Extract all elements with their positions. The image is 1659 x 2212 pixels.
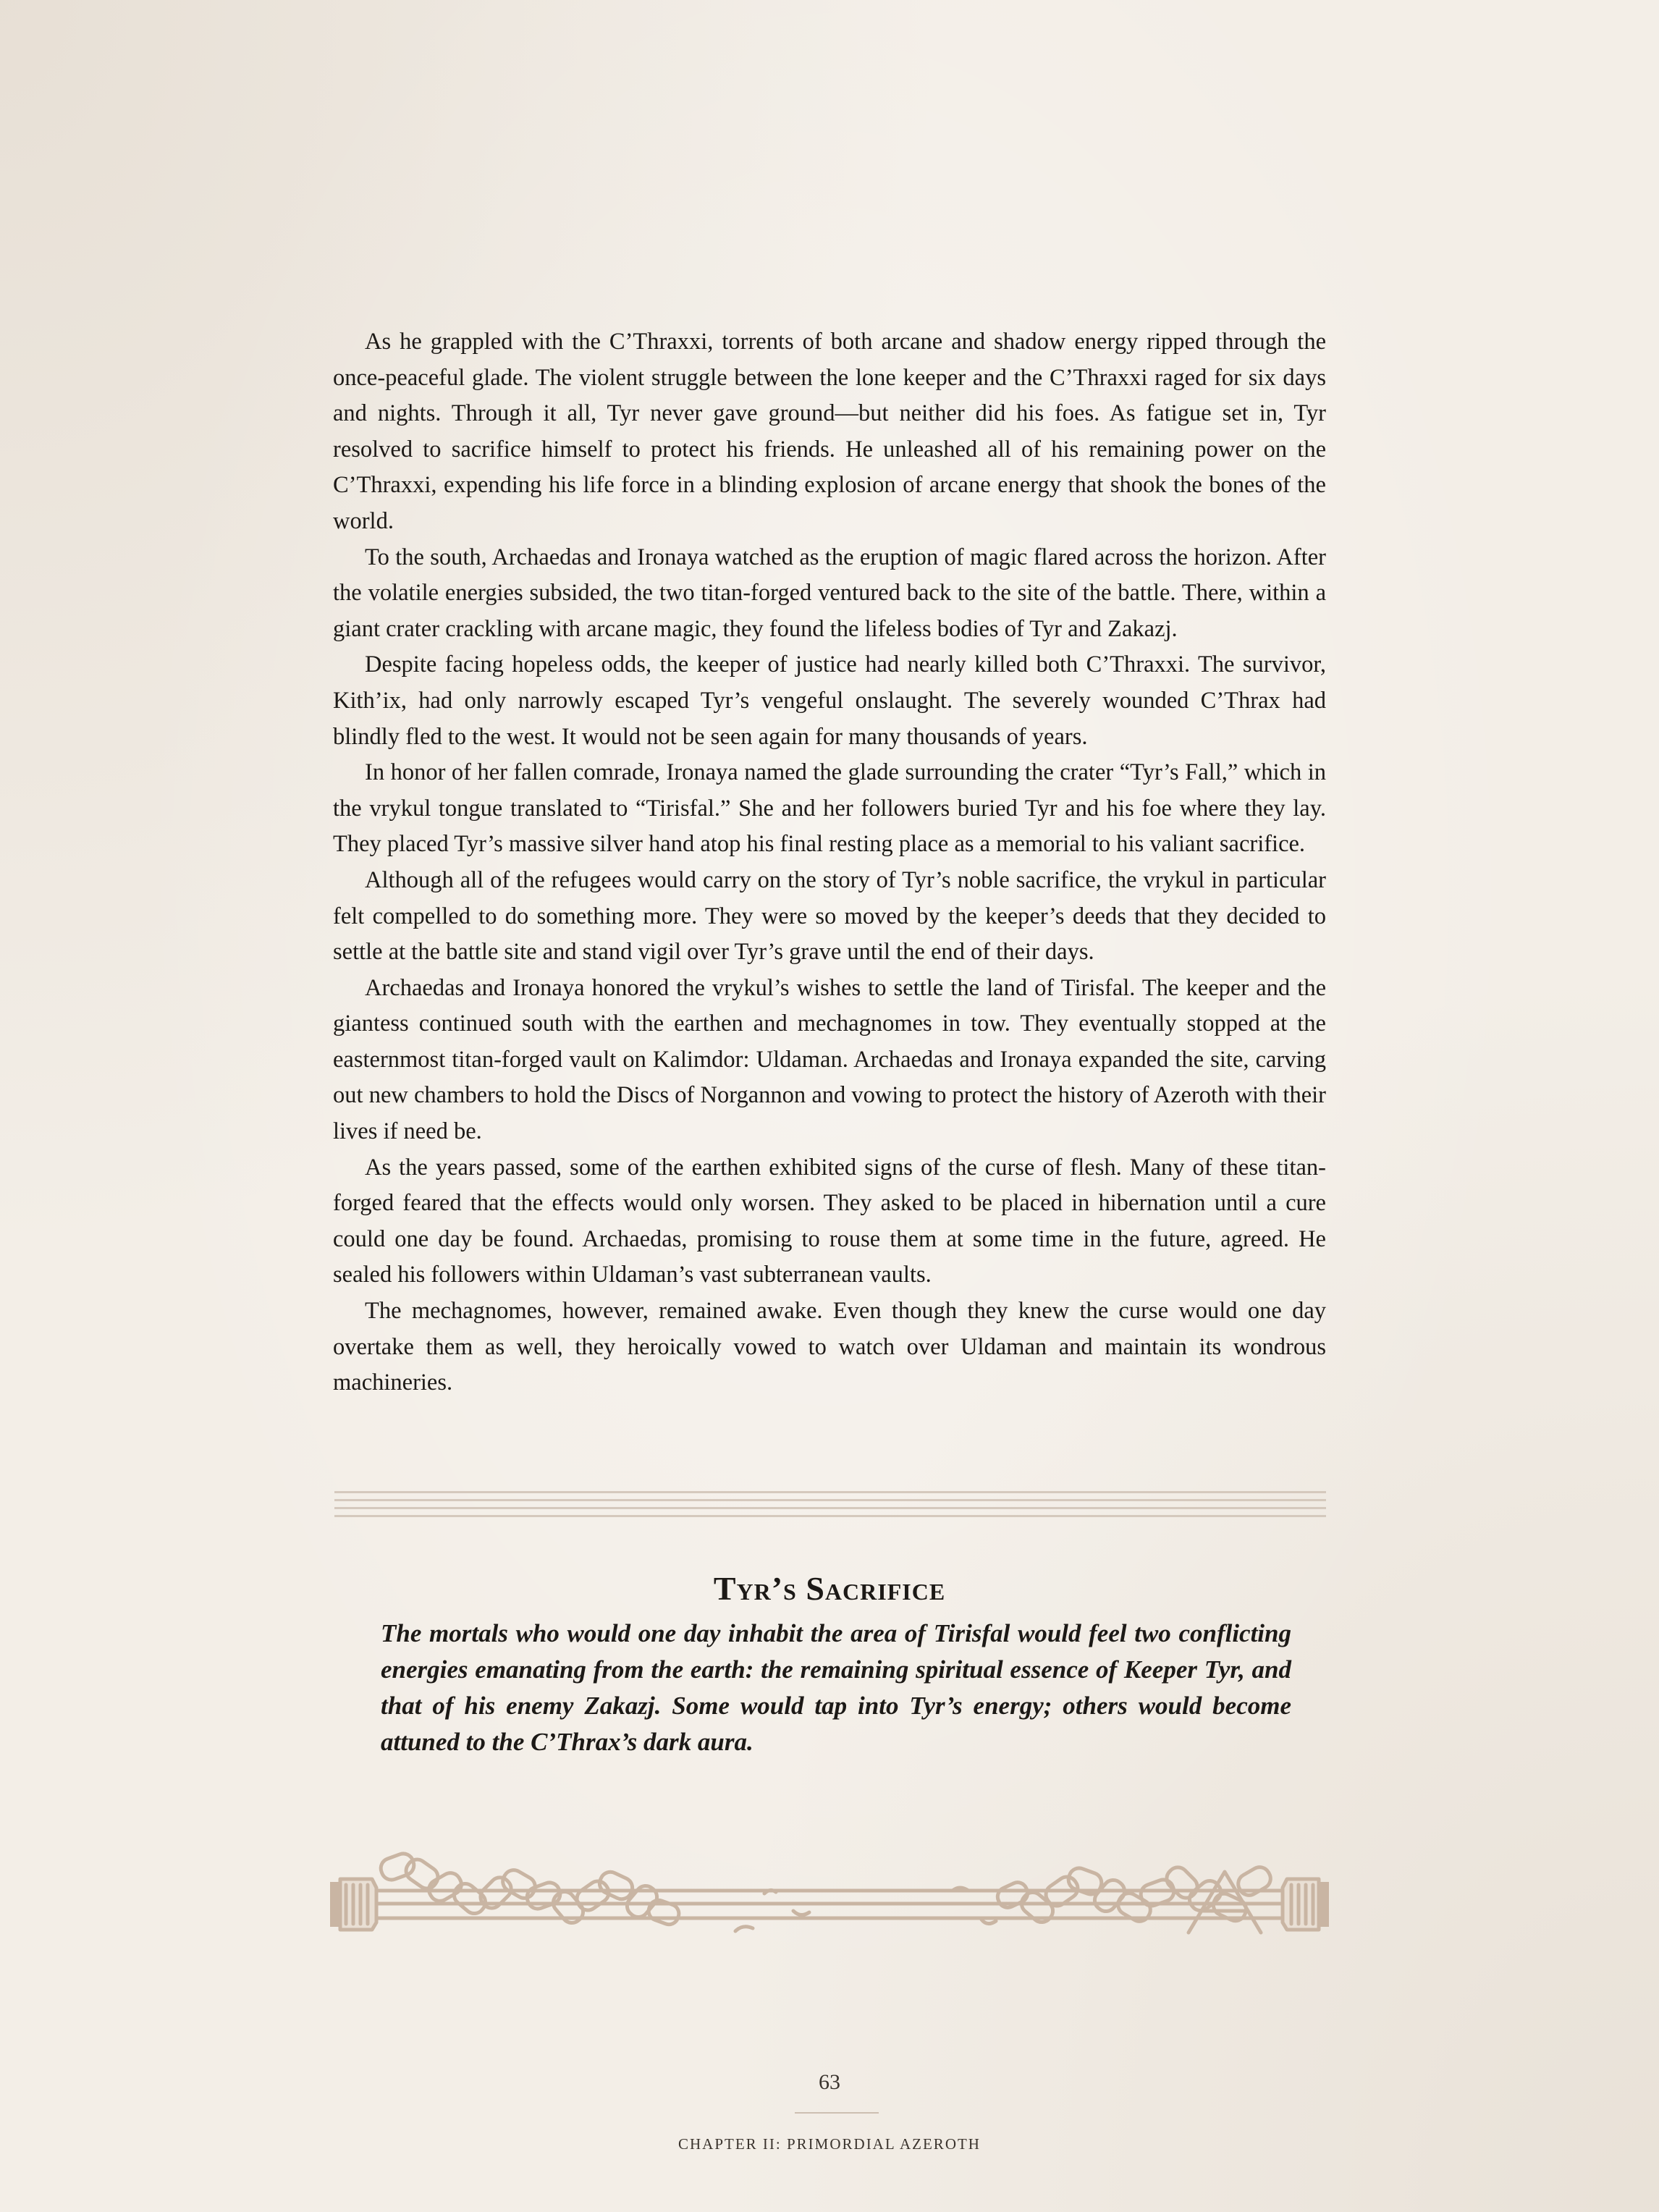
paragraph: Archaedas and Ironaya honored the vrykul’s wishes to settle the land of Tirisfal. The keeper and the giantess continued south with the earthen and mechagnomes in tow. They eventually stopped at the easternmost titan-forged vault on Kalimdor: Uldaman. Archaedas and Ironaya expanded the site, carving out new chambers to hold the Discs of Norgannon and vowing to protect the history of Azeroth with their lives if need be. xyxy=(333,974,1326,1145)
page-number: 63 xyxy=(819,2070,840,2094)
paragraph: Although all of the refugees would carry on the story of Tyr’s noble sacrifice, the vrykul in particular felt compelled to do something more. They were so moved by the keeper’s deeds that they decided to settle at the battle site and stand vigil over Tyr’s grave until the end of their days. xyxy=(333,866,1326,966)
paragraph: The mechagnomes, however, remained awake. Even though they knew the curse would one day overtake them as well, they heroically vowed to watch over Uldaman and maintain its wondrous machineries. xyxy=(333,1298,1326,1396)
chapter-label: CHAPTER II: PRIMORDIAL AZEROTH xyxy=(678,2135,981,2153)
section-divider xyxy=(334,1491,1326,1520)
sidebar-text: The mortals who would one day inhabit the area of Tirisfal would feel two conflicting energies emanating from the earth: the remaining spiritual essence of Keeper Tyr, and that of his enemy Zakazj. Some would tap into Tyr’s energy; others would become attuned to the C’Thrax’s dark aura. xyxy=(381,1619,1291,1756)
paragraph: In honor of her fallen comrade, Ironaya named the glade surrounding the crater “Tyr’s Fall,” which in the vrykul tongue translated to “Tirisfal.” She and her followers buried Tyr and his foe where they lay. They placed Tyr’s massive silver hand atop his final resting place as a memorial to his valiant sacrifice. xyxy=(333,759,1326,858)
paragraph: As he grappled with the C’Thraxxi, torrents of both arcane and shadow energy ripped through the once-peaceful glade. The violent struggle between the lone keeper and the C’Thraxxi raged for six days and nights. Through it all, Tyr never gave ground—but neither did his foes. As fatigue set in, Tyr resolved to sacrifice himself to protect his friends. He unleashed all of his remaining power on the C’Thraxxi, expending his life force in a blinding explosion of arcane energy that shook the bones of the world. xyxy=(333,329,1326,534)
paragraph: To the south, Archaedas and Ironaya watched as the eruption of magic flared across the horizon. After the volatile energies subsided, the two titan-forged ventured back to the site of the battle. There, within a giant crater crackling with arcane magic, they found the lifeless bodies of Tyr and Zakazj. xyxy=(333,544,1326,642)
paragraph: As the years passed, some of the earthen exhibited signs of the curse of flesh. Many of these titan-forged feared that the effects would only worsen. They asked to be placed in hibernation until a cure could one day be found. Archaedas, promising to rouse them at some time in the future, agreed. He sealed his followers within Uldaman’s vast subterranean vaults. xyxy=(333,1154,1326,1288)
broken-chain-ornament-icon xyxy=(330,1810,1329,1976)
paragraph: Despite facing hopeless odds, the keeper of justice had nearly killed both C’Thraxxi. The survivor, Kith’ix, had only narrowly escaped Tyr’s vengeful onslaught. The severely wounded C’Thrax had blindly fled to the west. It would not be seen again for many thousands of years. xyxy=(333,651,1326,750)
sidebar-title: Tyr’s Sacrifice xyxy=(713,1570,946,1607)
main-text-column xyxy=(333,324,1326,1401)
footer-divider xyxy=(795,2112,879,2114)
